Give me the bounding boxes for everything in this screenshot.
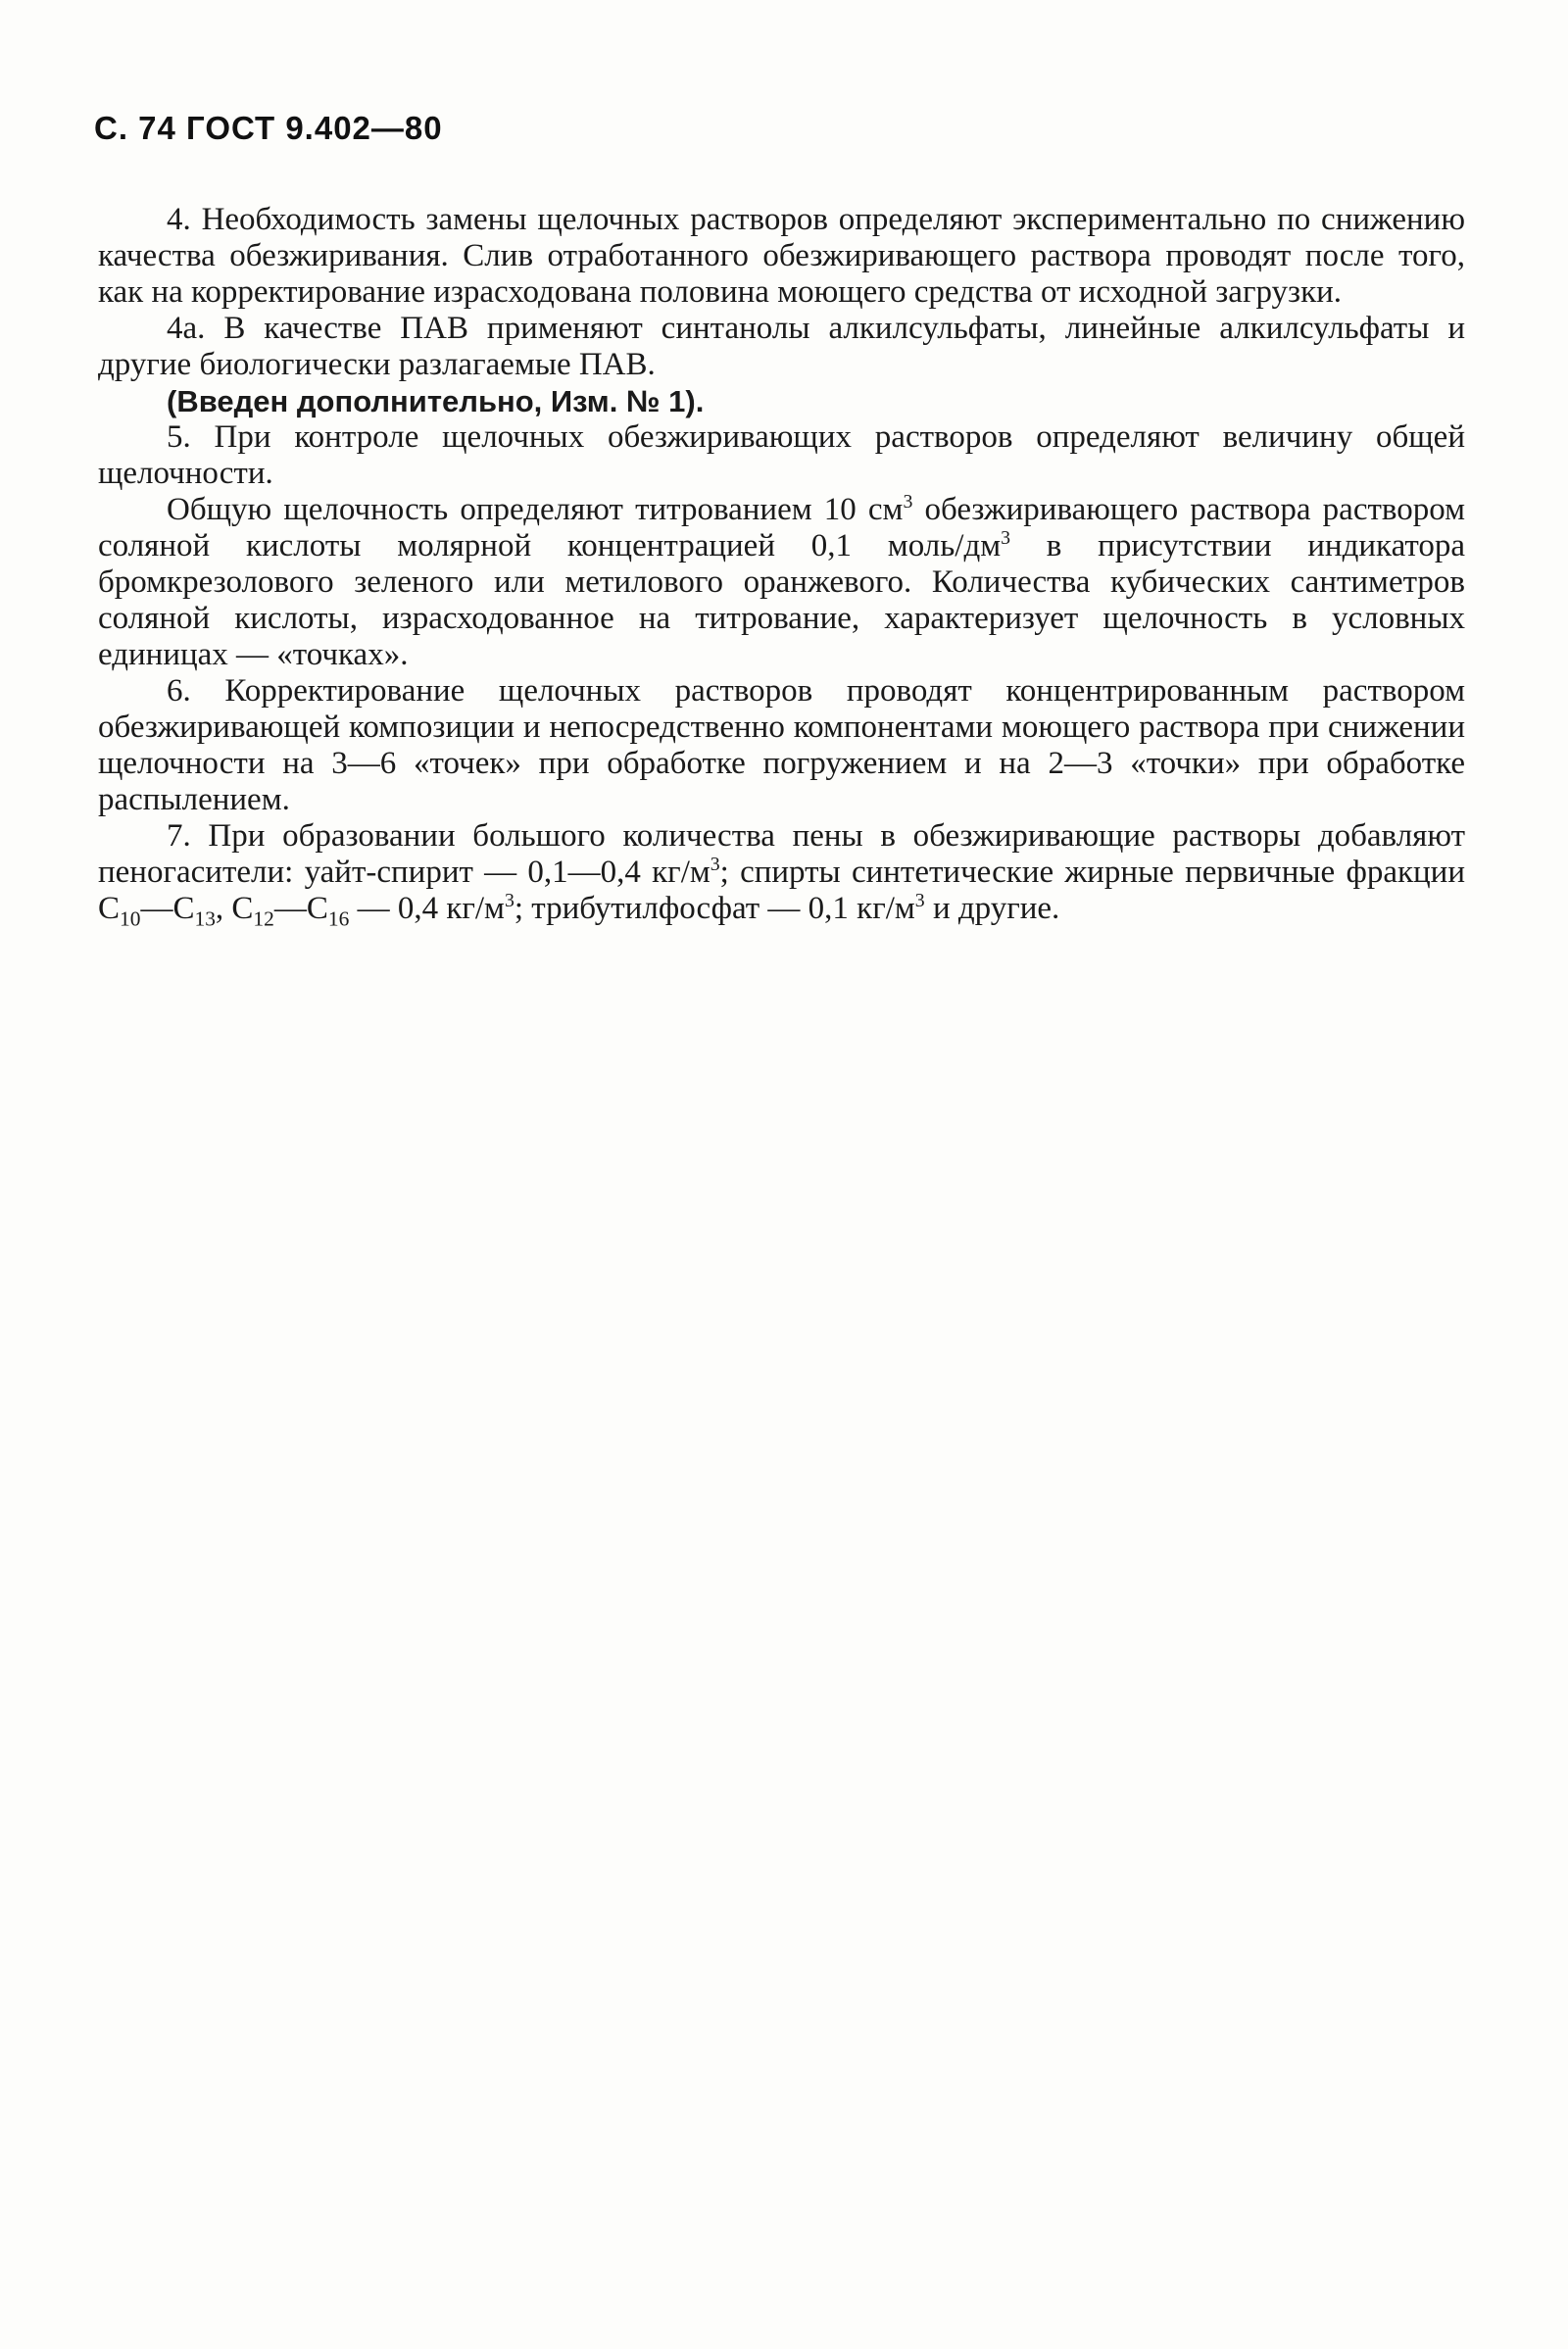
- amendment-note: (Введен дополнительно, Изм. № 1).: [167, 384, 705, 418]
- paragraph-6: 6. Корректирование щелочных растворов проводят концентрированным раствором обезжиривающей композиции и непосредственно компонентами моющего раствора при снижении щелочности на 3—6 «точек» при обработке погружением и на 2—3 «точки» при обработке распылением.: [98, 673, 1465, 817]
- text-segment: обезжиривающего раствора раствором соляной кислоты молярной концентрацией 0,1 моль/дм: [98, 492, 1465, 563]
- text-segment: , C: [215, 891, 254, 926]
- paragraph-5: 5. При контроле щелочных обезжиривающих растворов определяют величину общей щелочности.: [98, 419, 1465, 491]
- superscript: 3: [914, 890, 925, 911]
- superscript: 3: [504, 890, 514, 911]
- text-segment: ; спирты синтетические жирные первичные фракции C: [98, 855, 1465, 926]
- subscript: 16: [327, 906, 350, 931]
- text-segment: Общую щелочность определяют титрованием 10 см: [167, 492, 904, 527]
- paragraph-5-alkalinity: [98, 492, 1465, 673]
- text-segment: и другие.: [924, 891, 1060, 926]
- superscript: 3: [1001, 527, 1011, 549]
- text-segment: —C: [140, 891, 195, 926]
- paragraph-7: [98, 818, 1465, 931]
- subscript: 10: [120, 906, 141, 931]
- text-segment: — 0,4 кг/м: [349, 891, 505, 926]
- superscript: 3: [710, 854, 720, 875]
- subscript: 12: [253, 906, 274, 931]
- text-segment: —C: [273, 891, 328, 926]
- paragraph-4a: 4а. В качестве ПАВ применяют синтанолы алкилсульфаты, линейные алкилсульфаты и другие биологически разлагаемые ПАВ.: [98, 311, 1465, 382]
- paragraph-4: 4. Необходимость замены щелочных растворов определяют экспериментально по снижению качества обезжиривания. Слив отработанного обезжиривающего раствора проводят после того, как на корректирование израсходована половина моющего средства от исходной загрузки.: [98, 202, 1465, 310]
- text-segment: ; трибутилфосфат — 0,1 кг/м: [514, 891, 915, 926]
- text-segment: 7. При образовании большого количества пены в обезжиривающие растворы добавляют пеногасители: уайт-спирит — 0,1—0,4 кг/м: [98, 818, 1465, 890]
- subscript: 13: [194, 906, 216, 931]
- page-header: С. 74 ГОСТ 9.402—80: [94, 110, 443, 146]
- superscript: 3: [903, 491, 913, 513]
- text-segment: в присутствии индикатора бромкрезолового зеленого или метилового оранжевого. Количества кубических сантиметров соляной кислоты, израсходованное на титрование, характеризует щелочность в условных единицах — «точках».: [98, 528, 1466, 672]
- document-body: [98, 202, 1466, 931]
